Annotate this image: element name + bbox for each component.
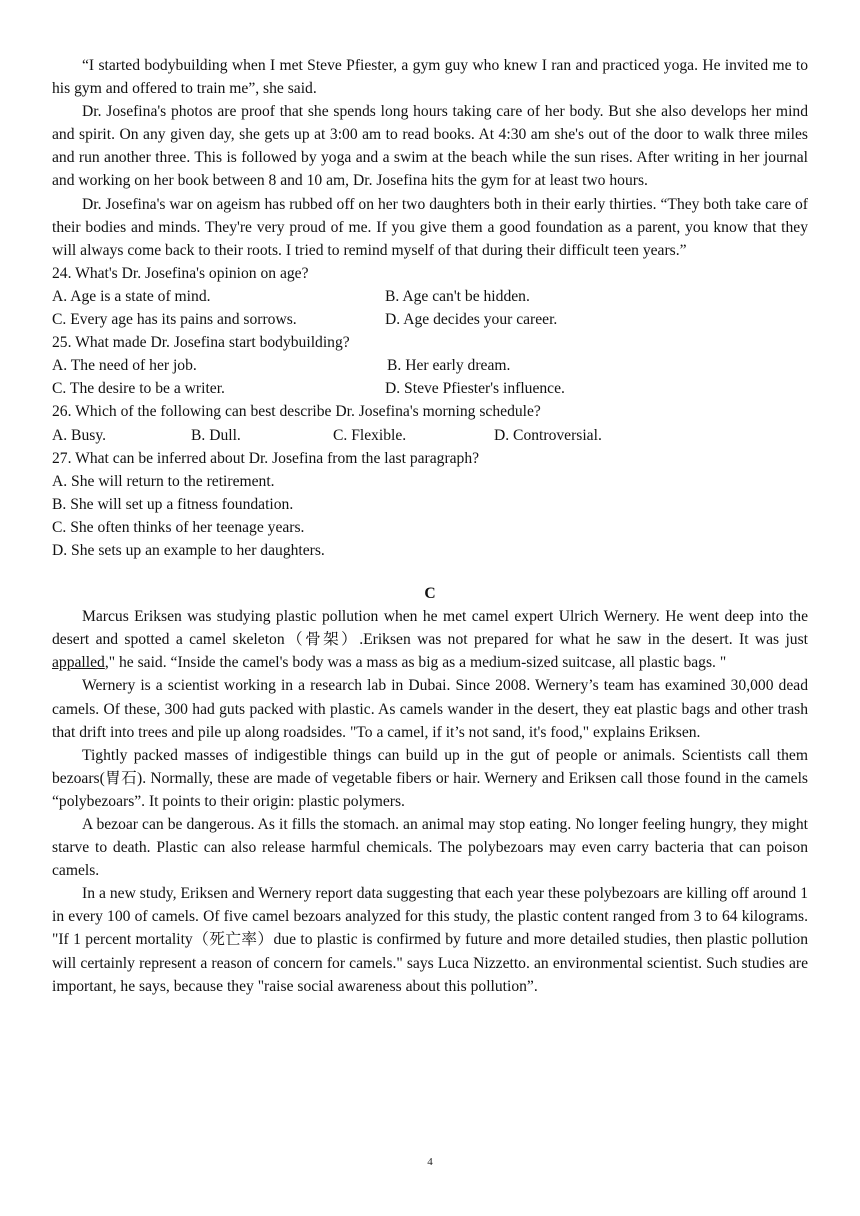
option-a: A. She will return to the retirement. [52, 472, 275, 490]
question-24-stem: 24. What's Dr. Josefina's opinion on age? [52, 264, 309, 282]
document-page [52, 54, 808, 998]
question-26-stem: 26. Which of the following can best describe Dr. Josefina's morning schedule? [52, 403, 541, 421]
paragraph-text: ," he said. “Inside the camel's body was a mass as big as a medium-sized suitcase, all plastic bags. " [104, 654, 727, 672]
option-a: A. The need of her job. [52, 357, 197, 375]
option-a: A. Age is a state of mind. [52, 287, 211, 305]
paragraph [52, 605, 808, 674]
question-25-stem: 25. What made Dr. Josefina start bodybuilding? [52, 334, 350, 352]
option-c: C. Every age has its pains and sorrows. [52, 311, 297, 329]
paragraph: “I started bodybuilding when I met Steve Pfiester, a gym guy who knew I ran and practiced yoga. He invited me to his gym and offered to train me”, she said. [52, 57, 808, 98]
question-27-stem: 27. What can be inferred about Dr. Josefina from the last paragraph? [52, 449, 480, 467]
underlined-word: appalled [52, 654, 105, 672]
question-25-options-row-2 [52, 377, 808, 400]
option-b: B. Age can't be hidden. [385, 287, 530, 305]
paragraph: Tightly packed masses of indigestible things can build up in the gut of people or animals. Scientists call them bezoars(胃石). Normally, these are made of vegetable fibers or hair. Wernery and Eriksen call those found in the camels “polybezoars”. It points to their origin: plastic polymers. [52, 746, 808, 810]
option-a: A. Busy. [52, 426, 107, 444]
paragraph: In a new study, Eriksen and Wernery report data suggesting that each year these polybezoars are killing off around 1 in every 100 of camels. Of five camel bezoars analyzed for this study, the plastic content ranged from 3 to 64 kilograms. "If 1 percent mortality（死亡率）due to plastic is confirmed by future and more detailed studies, then plastic pollution will certainly represent a reason of concern for camels." says Luca Nizzetto. an environmental scientist. Such studies are important, he says, because they "raise social awareness about this pollution”. [52, 885, 808, 995]
paragraph-text: Marcus Eriksen was studying plastic pollution when he met camel expert Ulrich Wernery. He went deep into the desert and spotted a camel skeleton（骨架）.Eriksen was not prepared for what he saw in the desert. It was just [52, 608, 808, 649]
option-b: B. She will set up a fitness foundation. [52, 495, 294, 513]
paragraph: Wernery is a scientist working in a research lab in Dubai. Since 2008. Wernery’s team has examined 30,000 dead camels. Of these, 300 had guts packed with plastic. As camels wander in the desert, they eat plastic bags and other trash that drift into trees and pile up along roadsides. "To a camel, if it’s not sand, it's food," explains Eriksen. [52, 677, 808, 741]
option-d: D. Age decides your career. [385, 311, 558, 329]
option-d: D. Controversial. [494, 426, 602, 444]
option-b: B. Her early dream. [387, 357, 511, 375]
option-d: D. Steve Pfiester's influence. [385, 380, 565, 398]
question-25-options-row-1 [52, 354, 808, 377]
question-24-options-row-1 [52, 285, 808, 308]
question-24-options-row-2 [52, 308, 808, 331]
option-c: C. Flexible. [333, 426, 407, 444]
section-heading: C [424, 585, 436, 603]
section-gap [52, 562, 808, 582]
option-b: B. Dull. [191, 426, 241, 444]
option-c: C. The desire to be a writer. [52, 380, 225, 398]
question-26-options-row [52, 424, 808, 447]
paragraph: Dr. Josefina's war on ageism has rubbed off on her two daughters both in their early thirties. “They both take care of their bodies and minds. They're very proud of me. If you give them a good foundation as a parent, you know that they will always come back to their roots. I tried to remind myself of that during their difficult teen years.” [52, 195, 808, 259]
option-c: C. She often thinks of her teenage years. [52, 518, 305, 536]
paragraph: Dr. Josefina's photos are proof that she spends long hours taking care of her body. But she also develops her mind and spirit. On any given day, she gets up at 3:00 am to read books. At 4:30 am she's out of the door to walk three miles and run another three. This is followed by yoga and a swim at the beach while the sun rises. After writing in her journal and working on her book between 8 and 10 am, Dr. Josefina hits the gym for at least two hours. [52, 103, 808, 190]
paragraph: A bezoar can be dangerous. As it fills the stomach. an animal may stop eating. No longer feeling hungry, they might starve to death. Plastic can also release harmful chemicals. The polybezoars may even carry bacteria that can poison camels. [52, 816, 808, 880]
page-number: 4 [427, 1156, 433, 1168]
option-d: D. She sets up an example to her daughters. [52, 541, 325, 559]
